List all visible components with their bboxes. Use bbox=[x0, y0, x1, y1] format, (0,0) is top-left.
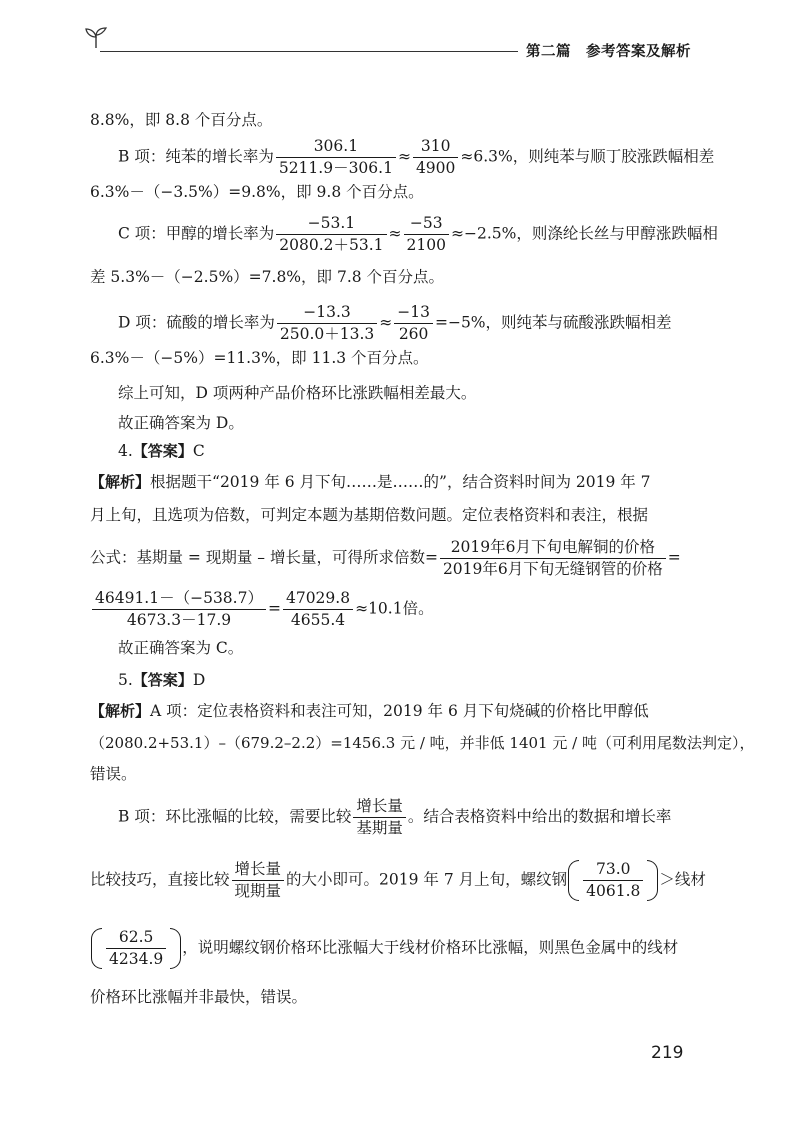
answer-tag: 【答案】 bbox=[132, 671, 193, 689]
fraction bbox=[232, 859, 285, 902]
denominator: 2080.2＋53.1 bbox=[279, 236, 384, 254]
numerator: 2019年6月下旬电解铜的价格 bbox=[440, 537, 666, 559]
denominator: 260 bbox=[398, 325, 429, 343]
paragraph-line: 6.3%－（−5%）=11.3%，即 11.3 个百分点。 bbox=[90, 349, 429, 367]
formula-line bbox=[90, 927, 678, 970]
numerator: −53.1 bbox=[276, 213, 386, 235]
text-run: B 项：纯苯的增长率为 bbox=[118, 147, 274, 166]
denominator: 5211.9－306.1 bbox=[278, 159, 393, 177]
denominator: 4673.3－17.9 bbox=[126, 611, 232, 629]
text-run: =−5%，则纯苯与硫酸涨跌幅相差 bbox=[434, 313, 672, 332]
numerator: 47029.8 bbox=[283, 588, 353, 610]
option-c-line bbox=[118, 213, 718, 256]
answer-value: C bbox=[192, 442, 205, 460]
formula-line bbox=[90, 859, 706, 902]
header-rule bbox=[100, 51, 518, 52]
denominator: 4234.9 bbox=[109, 950, 164, 968]
equals-sign: = bbox=[267, 599, 281, 618]
paragraph-line: 8.8%，即 8.8 个百分点。 bbox=[90, 111, 273, 129]
denominator: 2100 bbox=[406, 236, 446, 254]
fraction bbox=[276, 213, 386, 256]
analysis-line bbox=[90, 472, 651, 492]
analysis-tag: 【解析】 bbox=[90, 702, 151, 720]
answer-value: D bbox=[192, 671, 206, 689]
text-run: ，说明螺纹钢价格环比涨幅大于线材价格环比涨幅，则黑色金属中的线材 bbox=[182, 938, 679, 957]
numerator: −13 bbox=[394, 302, 433, 324]
running-header-title: 第二篇 参考答案及解析 bbox=[526, 44, 691, 60]
text-run: 根据题干“2019 年 6 月下旬……是……的”，结合资料时间为 2019 年 7 bbox=[150, 473, 651, 491]
text-run: ≈6.3%，则纯苯与顺丁胶涨跌幅相差 bbox=[460, 147, 715, 166]
fraction bbox=[413, 136, 458, 179]
answer-line-q5 bbox=[118, 670, 205, 690]
option-d-line bbox=[118, 302, 672, 345]
denominator: 4655.4 bbox=[290, 611, 346, 629]
numerator: 73.0 bbox=[583, 859, 643, 881]
paragraph-line: 价格环比涨幅并非最快，错误。 bbox=[90, 988, 308, 1006]
sprout-icon bbox=[82, 26, 110, 50]
conclusion-line: 故正确答案为 D。 bbox=[118, 414, 244, 432]
paragraph-line: （2080.2+53.1）–（679.2–2.2）=1456.3 元 / 吨，并非低 1401 元 / 吨（可利用尾数法判定）， bbox=[90, 734, 755, 752]
fraction bbox=[583, 859, 643, 902]
question-number: 4. bbox=[118, 442, 133, 460]
fraction bbox=[277, 302, 377, 345]
parenthesized-fraction bbox=[568, 859, 658, 902]
answer-line-q4 bbox=[118, 441, 205, 461]
fraction bbox=[283, 588, 353, 631]
text-run: 。结合表格资料中给出的数据和增长率 bbox=[407, 807, 672, 826]
paragraph-line: 6.3%－（−3.5%）=9.8%，即 9.8 个百分点。 bbox=[90, 183, 424, 201]
fraction bbox=[394, 302, 433, 345]
text-run: ≈10.1倍。 bbox=[355, 599, 434, 618]
equals-sign: = bbox=[667, 548, 681, 567]
paragraph-line: 差 5.3%－（−2.5%）=7.8%，即 7.8 个百分点。 bbox=[90, 268, 445, 286]
fraction bbox=[440, 537, 666, 580]
text-run: ＞线材 bbox=[659, 870, 706, 889]
numerator: 62.5 bbox=[106, 927, 166, 949]
approx-sign: ≈ bbox=[397, 147, 411, 166]
text-run: 公式：基期量 = 现期量 – 增长量，可得所求倍数= bbox=[90, 548, 438, 567]
numerator: 46491.1－（−538.7） bbox=[92, 588, 266, 610]
summary-line: 综上可知，D 项两种产品价格环比涨跌幅相差最大。 bbox=[118, 384, 477, 402]
text-run: C 项：甲醇的增长率为 bbox=[118, 224, 275, 243]
numerator: 增长量 bbox=[353, 796, 406, 818]
denominator: 250.0＋13.3 bbox=[279, 325, 375, 343]
numerator: 310 bbox=[413, 136, 458, 158]
fraction bbox=[106, 927, 166, 970]
option-b-line-q5 bbox=[118, 796, 671, 839]
text-run: 的大小即可。2019 年 7 月上旬，螺纹钢 bbox=[286, 870, 568, 889]
denominator: 2019年6月下旬无缝钢管的价格 bbox=[442, 560, 663, 578]
text-run: ≈−2.5%，则涤纶长丝与甲醇涨跌幅相 bbox=[451, 224, 718, 243]
denominator: 4900 bbox=[415, 159, 456, 177]
approx-sign: ≈ bbox=[388, 224, 402, 243]
analysis-tag: 【解析】 bbox=[90, 473, 151, 491]
text-run: B 项：环比涨幅的比较，需要比较 bbox=[118, 807, 352, 826]
conclusion-line: 故正确答案为 C。 bbox=[118, 639, 244, 657]
formula-line bbox=[90, 537, 681, 580]
paragraph-line: 错误。 bbox=[90, 765, 137, 783]
parenthesized-fraction bbox=[91, 927, 181, 970]
denominator: 现期量 bbox=[234, 882, 282, 900]
question-number: 5. bbox=[118, 671, 133, 689]
analysis-line bbox=[90, 701, 649, 721]
fraction bbox=[92, 588, 266, 631]
formula-line bbox=[90, 588, 434, 631]
numerator: −13.3 bbox=[277, 302, 377, 324]
text-run: A 项：定位表格资料和表注可知，2019 年 6 月下旬烧碱的价格比甲醇低 bbox=[150, 702, 649, 720]
numerator: −53 bbox=[404, 213, 449, 235]
fraction bbox=[353, 796, 406, 839]
text-run: D 项：硫酸的增长率为 bbox=[118, 313, 275, 332]
text-run: 比较技巧，直接比较 bbox=[90, 870, 230, 889]
approx-sign: ≈ bbox=[379, 313, 393, 332]
denominator: 基期量 bbox=[356, 819, 403, 837]
paragraph-line: 月上旬，且选项为倍数，可判定本题为基期倍数问题。定位表格资料和表注，根据 bbox=[90, 506, 649, 524]
answer-tag: 【答案】 bbox=[132, 442, 193, 460]
numerator: 增长量 bbox=[232, 859, 285, 881]
page-number: 219 bbox=[651, 1043, 684, 1063]
option-b-line bbox=[118, 136, 714, 179]
fraction bbox=[404, 213, 449, 256]
denominator: 4061.8 bbox=[586, 882, 641, 900]
numerator: 306.1 bbox=[276, 136, 396, 158]
fraction bbox=[276, 136, 396, 179]
